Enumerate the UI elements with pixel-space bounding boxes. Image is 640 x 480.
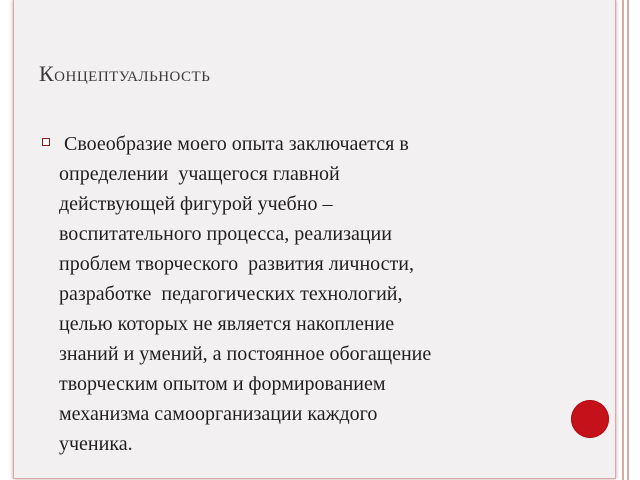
bullet-line: механизма самоорганизации каждого bbox=[59, 403, 378, 425]
bullet-line: действующей фигурой учебно – bbox=[59, 193, 333, 215]
square-bullet-icon bbox=[42, 138, 50, 146]
bullet-line: творческим опытом и формированием bbox=[59, 373, 386, 395]
bullet-line: Своеобразие моего опыта заключается в bbox=[59, 133, 409, 155]
bullet-line: знаний и умений, а постоянное обогащение bbox=[59, 343, 432, 365]
red-circle-icon bbox=[571, 400, 609, 438]
bullet-line: ученика. bbox=[59, 433, 133, 455]
bullet-line: определении учащегося главной bbox=[59, 163, 340, 185]
bullet-line: разработке педагогических технологий, bbox=[59, 283, 403, 305]
bullet-line: воспитательного процесса, реализации bbox=[59, 223, 392, 245]
bullet-line: проблем творческого развития личности, bbox=[59, 253, 414, 275]
slide-title: Концептуальность bbox=[39, 61, 211, 86]
bullet-line: целью которых не является накопление bbox=[59, 313, 395, 335]
right-stripe bbox=[627, 0, 629, 480]
bullet-text bbox=[59, 129, 599, 459]
right-stripe bbox=[622, 0, 624, 480]
